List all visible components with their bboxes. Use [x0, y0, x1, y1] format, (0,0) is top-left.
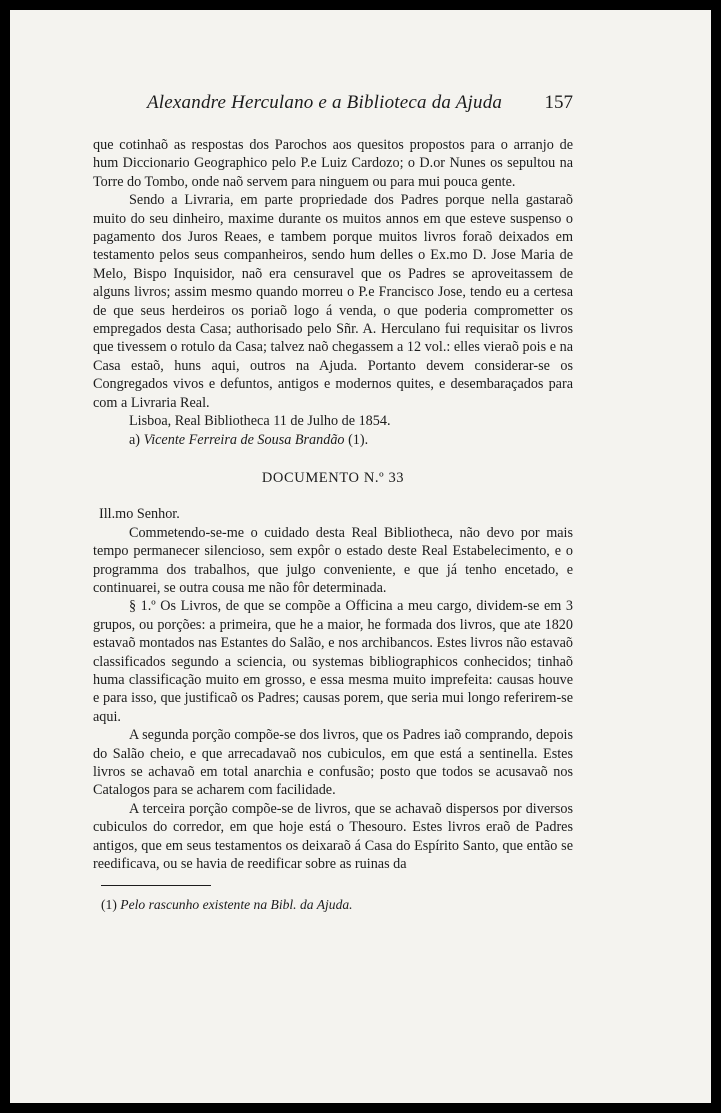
footnote-reference: (1). — [348, 431, 369, 448]
dateline: Lisboa, Real Bibliotheca 11 de Julho de 1854. — [129, 413, 391, 430]
document-paragraph: Commetendo-se-me o cuidado desta Real Bibliotheca, não devo por mais tempo permanecer silencioso, sem expôr o estado deste Real Estabelecimento, e o programma dos trabalhos, que julgo conveniente, e que já tenho encetado, e continuarei, se outra cousa me não fôr determinada. — [93, 524, 573, 596]
document-paragraph: A terceira porção compõe-se de livros, que se achavaõ dispersos por diversos cubiculos do corredor, em que hoje está o Thesouro. Estes livros eraõ de Padres antigos, que em seus testamentos os deixaraõ á Casa do Espírito Santo, que então se reedificava, ou se havia de reedificar sobre as ruinas da — [93, 800, 573, 873]
footnote-text: Pelo rascunho existente na Bibl. da Ajuda. — [120, 897, 353, 913]
footnote-divider — [101, 885, 211, 886]
signature-name: Vicente Ferreira de Sousa Brandão — [143, 431, 345, 448]
page-content — [93, 94, 573, 915]
running-title: Alexandre Herculano e a Biblioteca da Ajuda — [147, 92, 503, 113]
scanned-page — [10, 10, 711, 1103]
document-paragraph: A segunda porção compõe-se dos livros, que os Padres iaõ comprando, depois do Salão cheio, e que arrecadavaõ nos cubiculos, em que está a sentinella. Estes livros se achavaõ em total anarchia e confusão; posto que todos se acusavaõ nos Catalogos para se acharem com facilidade. — [93, 727, 573, 799]
signature-line — [93, 431, 573, 449]
salutation: Ill.mo Senhor. — [99, 506, 180, 523]
body-paragraph: Sendo a Livraria, em parte propriedade dos Padres porque nella gastaraõ muito do seu dinheiro, maxime durante os muitos annos em que esteve suspenso o pagamento dos Juros Reaes, e tambem porque muitos livros foraõ deixados em testamento pelos seus companheiros, sendo hum delles o Ex.mo D. Jose Maria de Melo, Bispo Inquisidor, naõ era censuravel que os Padres se aproveitassem de alguns livros; assim mesmo quando morreu o P.e Francisco Jose, tendo eu a certesa de que seus herdeiros os poriaõ logo á venda, o que poderia comprometter os empregados desta Casa; authorisado pelo Sñr. A. Herculano fui requisitar os livros que tivessem o rotulo da Casa; talvez naõ chegassem a 12 vol.: elles vieraõ pois e na Casa estaõ, huns aqui, outros na Ajuda. Portanto devem considerar-se os Congregados vivos e defuntos, antigos e modernos quites, e desembaraçados para com a Livraria Real. — [93, 192, 573, 411]
document-title: DOCUMENTO N.º 33 — [261, 469, 405, 486]
document-paragraph: § 1.º Os Livros, de que se compõe a Officina a meu cargo, dividem-se em 3 grupos, ou porções: a primeira, que he a maior, he formada dos livros, que ate 1820 estavaõ montados nas Estantes do Salão, e nos archibancos. Estes livros não estavaõ classificados segundo a sciencia, ou systemas bibliographicos conhecidos; tinhaõ huma classificação muito em grosso, e essa mesma muito imprefeita: causas houve e para isso, que justificaõ os Padres; causas porem, que seria mui longo referirem-se aqui. — [93, 598, 573, 725]
footnote-marker: (1) — [101, 897, 117, 913]
body-paragraph: que cotinhaõ as respostas dos Parochos aos quesitos propostos para o arranjo de hum Diccionario Geographico pelo P.e Luiz Cardozo; o D.or Nunes os sepultou na Torre do Tombo, onde naõ servem para ninguem ou para mui pouca gente. — [93, 137, 573, 190]
page-header — [93, 94, 573, 118]
signature-prefix: a) — [129, 431, 141, 448]
footnote — [93, 896, 573, 914]
page-number: 157 — [544, 92, 573, 113]
